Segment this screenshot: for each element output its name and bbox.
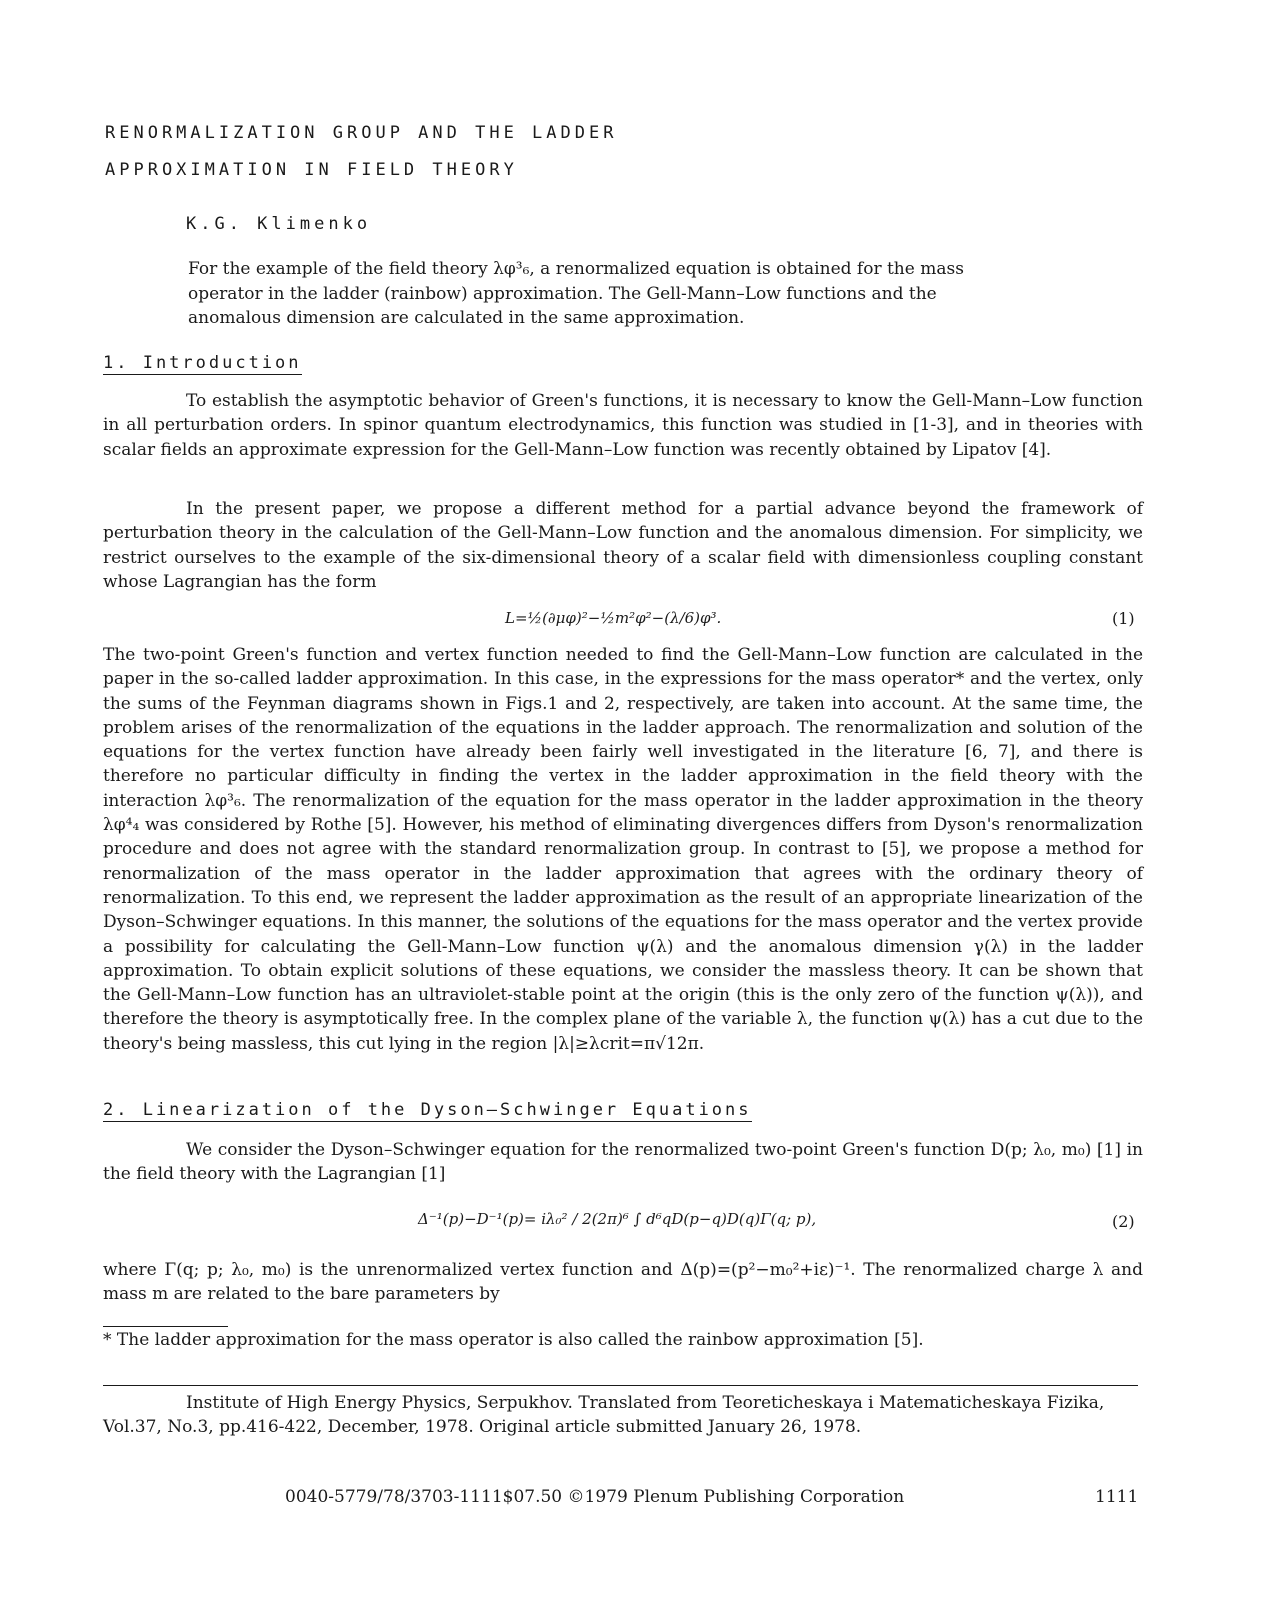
- title-line-2: APPROXIMATION IN FIELD THEORY: [105, 160, 518, 180]
- footnote: * The ladder approximation for the mass operator is also called the rainbow approximation [5].: [103, 1330, 924, 1350]
- equation-1: L=½(∂μφ)²−½m²φ²−(λ/6)φ³.: [505, 609, 722, 627]
- section-2-paragraph-1: We consider the Dyson–Schwinger equation for the renormalized two-point Green's function D(p; λ₀, m₀) [1] in the field theory with the Lagrangian [1]: [103, 1140, 1143, 1185]
- section-1-paragraph-2: In the present paper, we propose a different method for a partial advance beyond the framework of perturbation theory in the calculation of the Gell-Mann–Low function and the anomalous dimension. For simplicity, we restrict ourselves to the example of the six-dimensional theory of a scalar field with dimensionless coupling constant whose Lagrangian has the form: [103, 499, 1143, 592]
- institution-rule: [103, 1385, 1138, 1386]
- equation-1-number: (1): [1112, 609, 1135, 628]
- section-1-heading: 1. Introduction: [103, 353, 302, 373]
- page-number: 1111: [1095, 1487, 1139, 1507]
- institution-note: Institute of High Energy Physics, Serpukhov. Translated from Teoreticheskaya i Matematicheskaya Fizika, Vol.37, No.3, pp.416-422, December, 1978. Original article submitted January 26, 1978.: [103, 1393, 1105, 1437]
- footnote-rule: [103, 1326, 228, 1327]
- section-1-paragraph-1: To establish the asymptotic behavior of Green's functions, it is necessary to know the Gell-Mann–Low function in all perturbation orders. In spinor quantum electrodynamics, this function was studied in [1-3], and in theories with scalar fields an approximate expression for the Gell-Mann–Low function was recently obtained by Lipatov [4].: [103, 391, 1143, 460]
- author: K.G. Klimenko: [186, 214, 372, 234]
- publication-code: 0040-5779/78/3703-1111$07.50 ©1979 Plenum Publishing Corporation: [285, 1487, 905, 1507]
- equation-2: Δ⁻¹(p)−D⁻¹(p)= iλ₀² / 2(2π)⁶ ∫ d⁶qD(p−q)D(q)Γ(q; p),: [418, 1210, 817, 1228]
- section-2-paragraph-2: where Γ(q; p; λ₀, m₀) is the unrenormalized vertex function and Δ(p)=(p²−m₀²+iε)⁻¹. The renormalized charge λ and mass m are related to the bare parameters by: [103, 1260, 1143, 1305]
- abstract: For the example of the field theory λφ³₆, a renormalized equation is obtained for the mass operator in the ladder (rainbow) approximation. The Gell-Mann–Low functions and the anomalous dimension are calculated in the same approximation.: [188, 259, 964, 328]
- equation-2-number: (2): [1112, 1212, 1135, 1231]
- section-2-heading: 2. Linearization of the Dyson–Schwinger Equations: [103, 1100, 752, 1120]
- title-line-1: RENORMALIZATION GROUP AND THE LADDER: [105, 123, 618, 143]
- section-1-paragraph-3: The two-point Green's function and vertex function needed to find the Gell-Mann–Low function are calculated in the paper in the so-called ladder approximation. In this case, in the expressions for the mass operator* and the vertex, only the sums of the Feynman diagrams shown in Figs.1 and 2, respectively, are taken into account. At the same time, the problem arises of the renormalization of the equations in the ladder approach. The renormalization and solution of the equations for the vertex function have already been fairly well investigated in the literature [6, 7], and there is therefore no particular difficulty in finding the vertex in the ladder approximation in the field theory with the interaction λφ³₆. The renormalization of the equation for the mass operator in the ladder approximation in the theory λφ⁴₄ was considered by Rothe [5]. However, his method of eliminating divergences differs from Dyson's renormalization procedure and does not agree with the standard renormalization group. In contrast to [5], we propose a method for renormalization of the mass operator in the ladder approximation that agrees with the ordinary theory of renormalization. To this end, we represent the ladder approximation as the result of an appropriate linearization of the Dyson–Schwinger equations. In this manner, the solutions of the equations for the mass operator and the vertex provide a possibility for calculating the Gell-Mann–Low function ψ(λ) and the anomalous dimension γ(λ) in the ladder approximation. To obtain explicit solutions of these equations, we consider the massless theory. It can be shown that the Gell-Mann–Low function has an ultraviolet-stable point at the origin (this is the only zero of the function ψ(λ)), and therefore the theory is asymptotically free. In the complex plane of the variable λ, the function ψ(λ) has a cut due to the theory's being massless, this cut lying in the region |λ|≥λcrit=π√12π.: [103, 645, 1143, 1054]
